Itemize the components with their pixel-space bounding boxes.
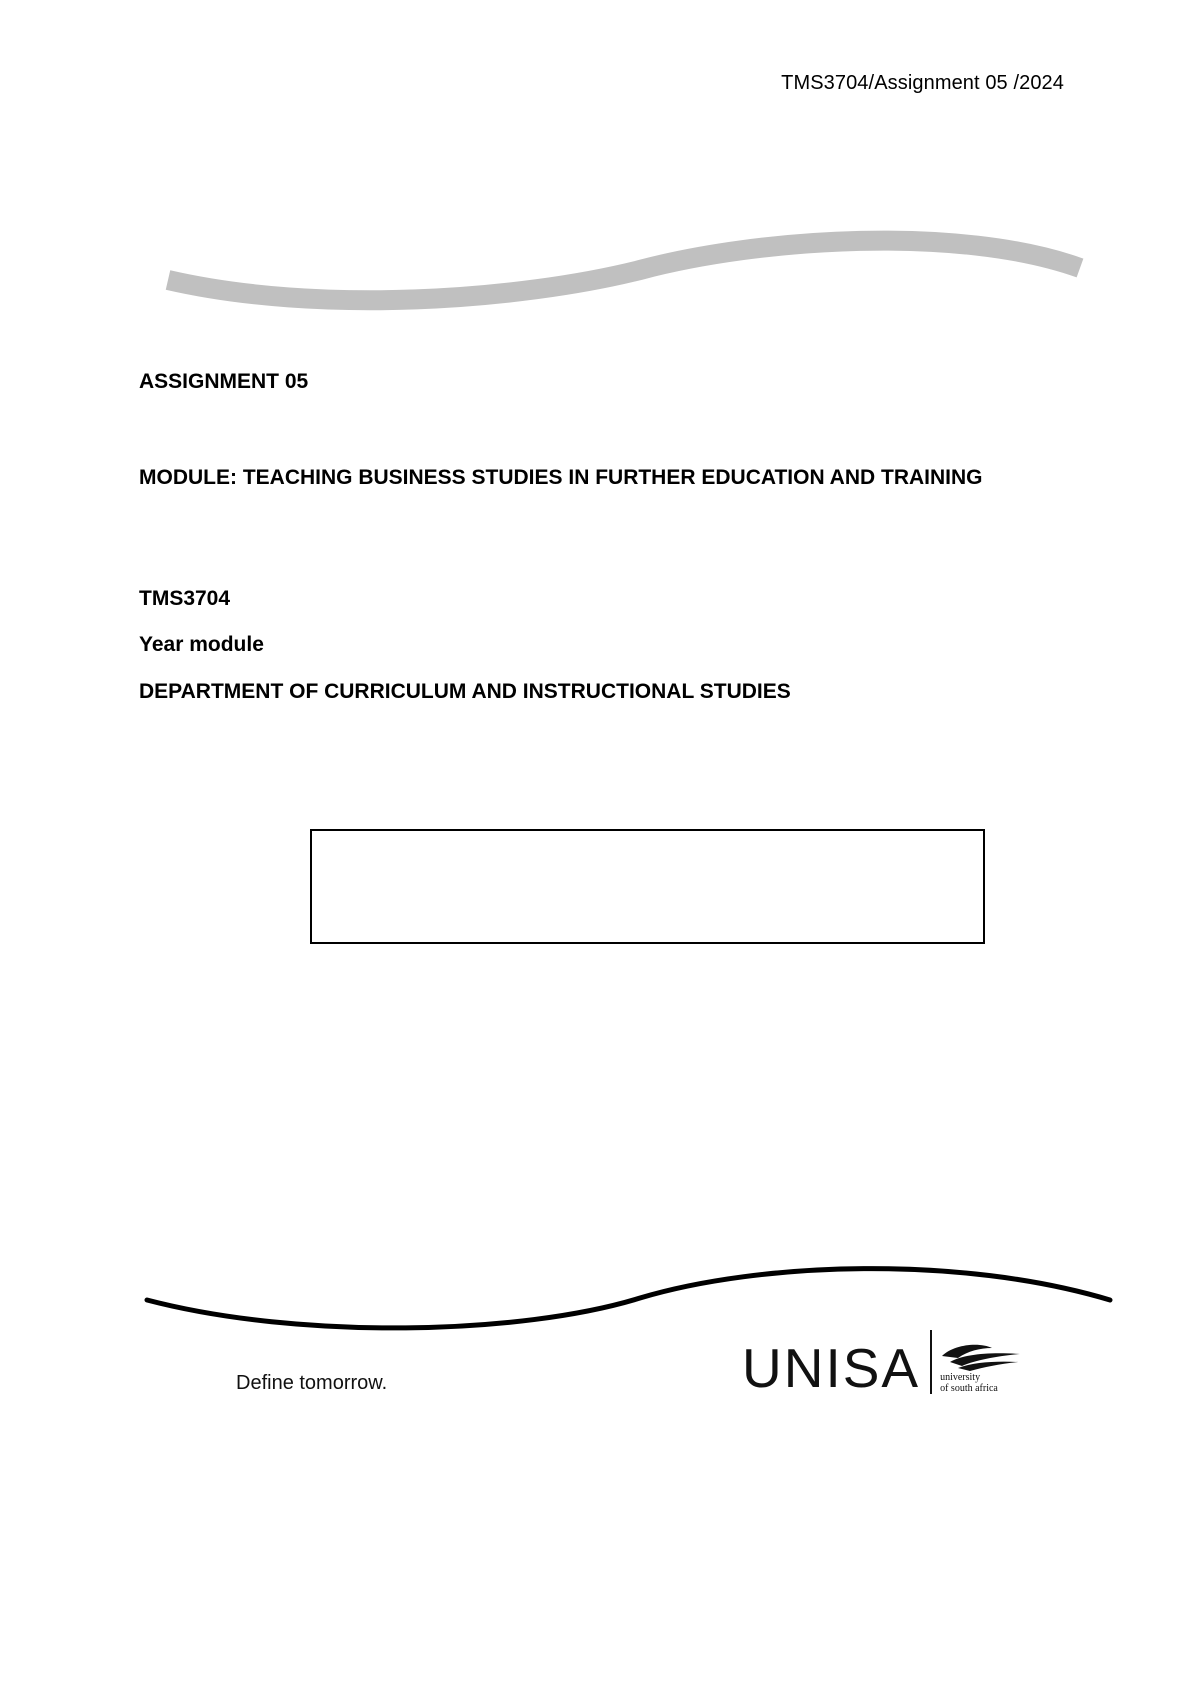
logo-mark xyxy=(940,1330,1022,1394)
document-reference: TMS3704/Assignment 05 /2024 xyxy=(781,72,1064,94)
module-code: TMS3704 xyxy=(139,587,231,610)
assignment-title: ASSIGNMENT 05 xyxy=(139,370,309,393)
unisa-logo xyxy=(742,1334,1022,1399)
logo-wordmark: UNISA xyxy=(742,1337,921,1399)
logo-divider xyxy=(930,1330,932,1394)
module-duration: Year module xyxy=(139,633,264,656)
module-title: MODULE: TEACHING BUSINESS STUDIES IN FURTHER EDUCATION AND TRAINING xyxy=(139,466,983,489)
tagline: Define tomorrow. xyxy=(236,1372,388,1394)
logo-text-line2: of south africa xyxy=(940,1383,998,1394)
department-name: DEPARTMENT OF CURRICULUM AND INSTRUCTIONAL STUDIES xyxy=(139,680,791,703)
logo-text-line1: university xyxy=(940,1372,981,1383)
bird-emblem-icon xyxy=(940,1342,1022,1372)
